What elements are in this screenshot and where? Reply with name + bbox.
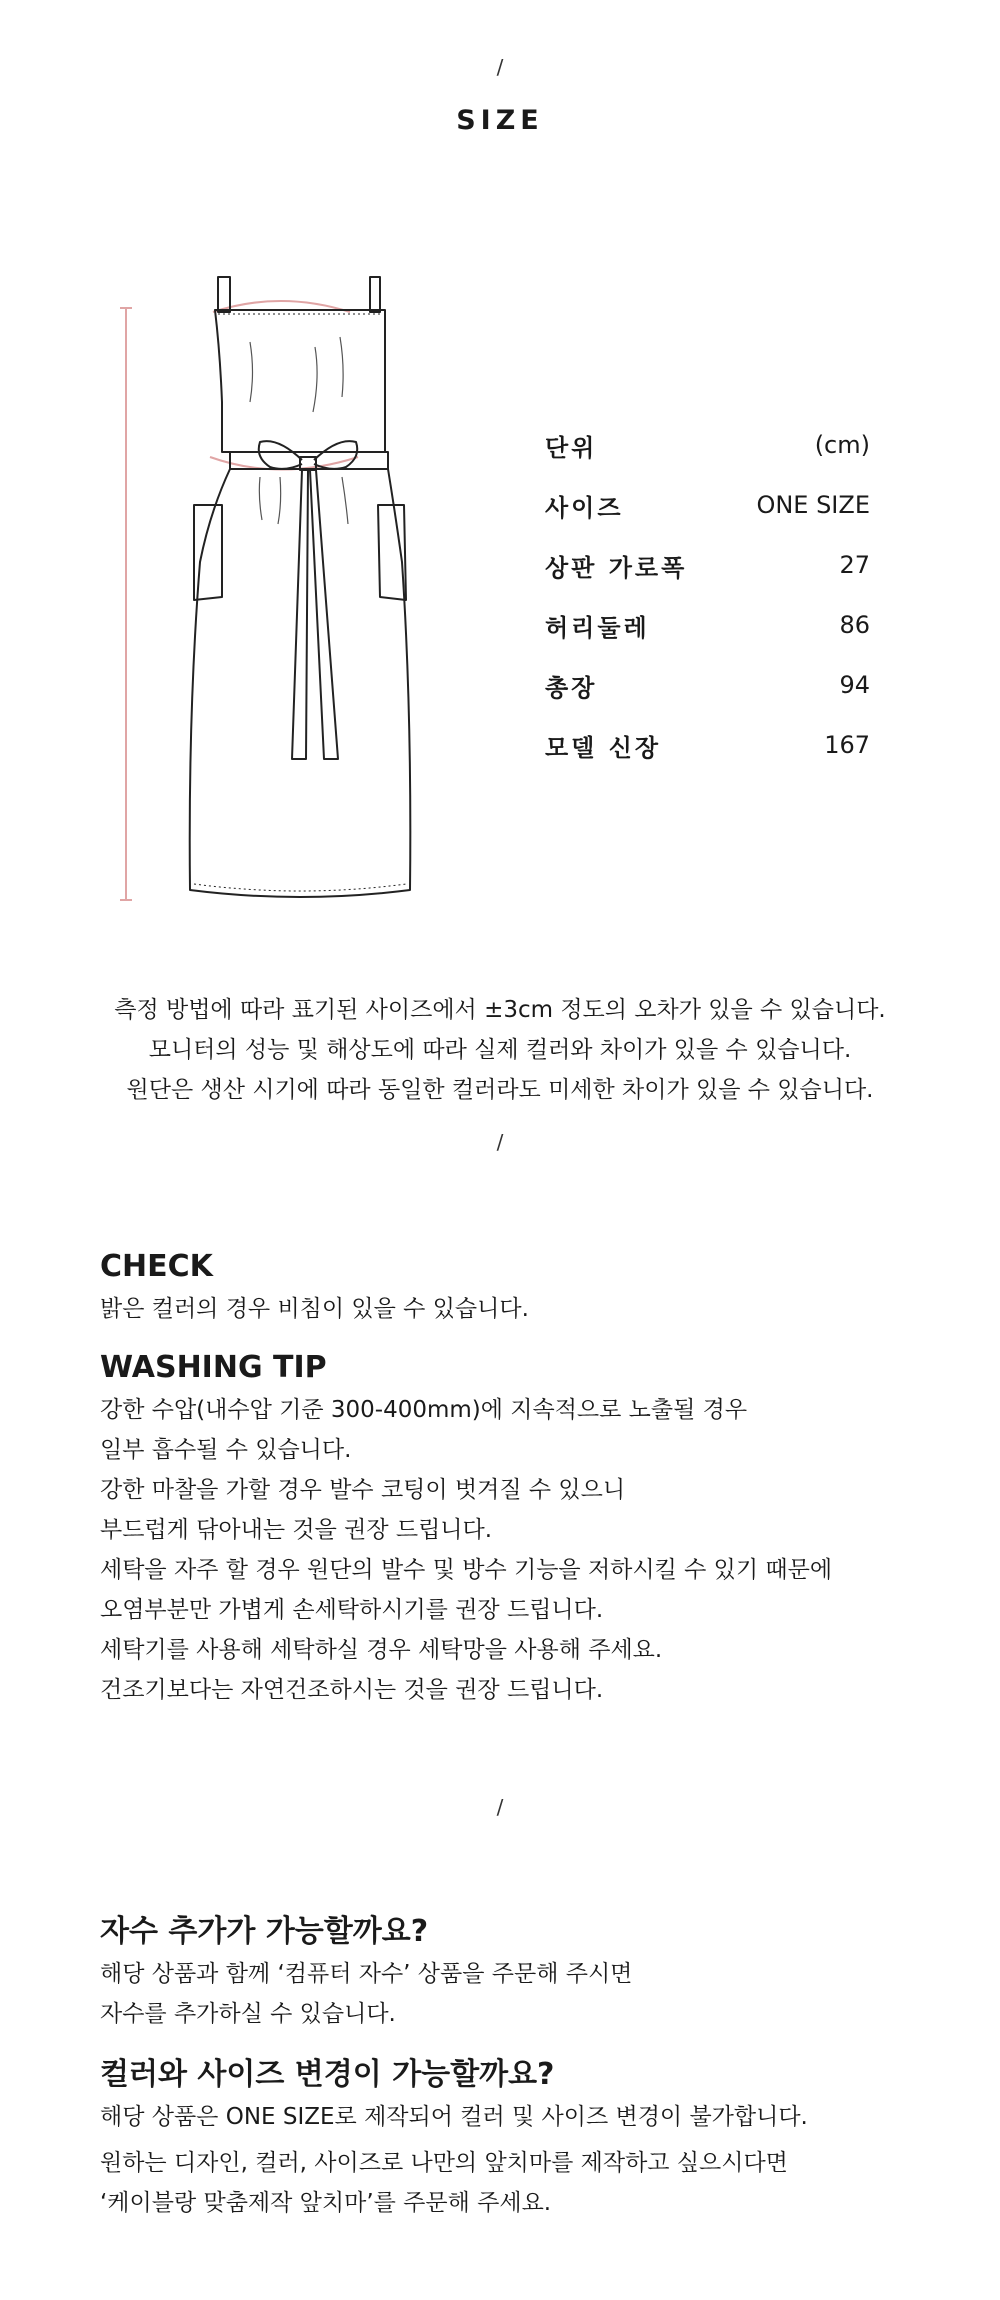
size-row-label: 상판 가로폭 xyxy=(545,553,688,582)
faq-line: 해당 상품과 함께 ‘컴퓨터 자수’ 상품을 주문해 주시면 xyxy=(100,1961,633,1987)
apron-size-diagram xyxy=(110,262,450,908)
faq-line: 해당 상품은 ONE SIZE로 제작되어 컬러 및 사이즈 변경이 불가합니다. xyxy=(100,2104,808,2130)
washing-line: 일부 흡수될 수 있습니다. xyxy=(100,1437,352,1463)
faq-line: 원하는 디자인, 컬러, 사이즈로 나만의 앞치마를 제작하고 싶으시다면 xyxy=(100,2150,788,2176)
size-row-waist xyxy=(545,595,870,655)
washing-line: 세탁을 자주 할 경우 원단의 발수 및 방수 기능을 저하시킬 수 있기 때문에 xyxy=(100,1557,833,1583)
size-row-label: 허리둘레 xyxy=(545,613,650,642)
size-row-unit xyxy=(545,415,870,475)
washing-line: 강한 수압(내수압 기준 300-400mm)에 지속적으로 노출될 경우 xyxy=(100,1397,748,1423)
size-row-label: 모델 신장 xyxy=(545,733,662,762)
size-row-model-height xyxy=(545,715,870,775)
size-row-length xyxy=(545,655,870,715)
section-divider: / xyxy=(496,1130,504,1154)
washing-line: 세탁기를 사용해 세탁하실 경우 세탁망을 사용해 주세요. xyxy=(100,1637,663,1663)
size-row-label: 단위 xyxy=(545,433,598,462)
size-row-bib-width xyxy=(545,535,870,595)
washing-section xyxy=(100,1346,920,1710)
faq-change-title: 컬러와 사이즈 변경이 가능할까요? xyxy=(100,2057,555,2092)
size-row-value: ONE SIZE xyxy=(756,491,870,519)
size-row-value: 94 xyxy=(839,671,870,699)
section-divider: / xyxy=(496,1795,504,1819)
size-row-label: 총장 xyxy=(545,673,598,702)
faq-embroidery-section xyxy=(100,1910,920,2034)
size-row-value: (cm) xyxy=(814,431,870,459)
note-line: 원단은 생산 시기에 따라 동일한 컬러라도 미세한 차이가 있을 수 있습니다. xyxy=(126,1077,874,1103)
size-row-size xyxy=(545,475,870,535)
check-title: CHECK xyxy=(100,1249,213,1284)
faq-embroidery-title: 자수 추가가 가능할까요? xyxy=(100,1914,429,1949)
faq-change-section xyxy=(100,2053,920,2223)
washing-line: 건조기보다는 자연건조하시는 것을 권장 드립니다. xyxy=(100,1677,604,1703)
note-line: 모니터의 성능 및 해상도에 따라 실제 컬러와 차이가 있을 수 있습니다. xyxy=(148,1037,852,1063)
note-line: 측정 방법에 따라 표기된 사이즈에서 ±3cm 정도의 오차가 있을 수 있습니다. xyxy=(114,997,886,1023)
washing-line: 강한 마찰을 가할 경우 발수 코팅이 벗겨질 수 있으니 xyxy=(100,1477,626,1503)
size-row-value: 27 xyxy=(839,551,870,579)
check-line: 밝은 컬러의 경우 비침이 있을 수 있습니다. xyxy=(100,1296,529,1322)
size-row-value: 167 xyxy=(824,731,870,759)
size-row-value: 86 xyxy=(839,611,870,639)
washing-line: 오염부분만 가볍게 손세탁하시기를 권장 드립니다. xyxy=(100,1597,604,1623)
size-table xyxy=(545,415,870,775)
measure-lines xyxy=(120,301,358,900)
check-section xyxy=(100,1245,920,1329)
section-divider: / xyxy=(496,55,504,79)
washing-title: WASHING TIP xyxy=(100,1350,327,1385)
size-title: SIZE xyxy=(456,105,544,136)
size-notes xyxy=(0,990,1000,1110)
washing-line: 부드럽게 닦아내는 것을 권장 드립니다. xyxy=(100,1517,493,1543)
faq-line: ‘케이블랑 맞춤제작 앞치마’를 주문해 주세요. xyxy=(100,2190,552,2216)
faq-line: 자수를 추가하실 수 있습니다. xyxy=(100,2001,396,2027)
size-row-label: 사이즈 xyxy=(545,493,624,522)
